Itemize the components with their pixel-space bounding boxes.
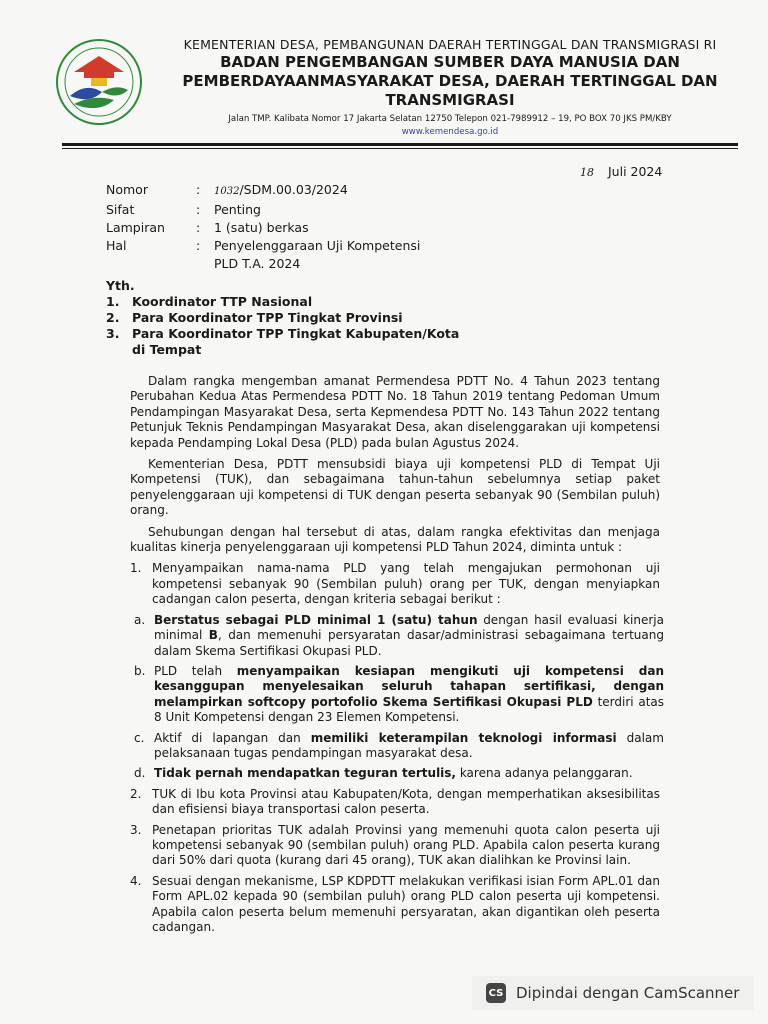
letter-meta [106,181,514,273]
text-run: dalam pelaksanaan tugas pendampingan masyarakat desa. [154,730,664,760]
meta-label: Hal [106,238,127,253]
agency-name-line-1: BADAN PENGEMBANGAN SUMBER DAYA MANUSIA DAN [220,53,680,71]
meta-value [214,237,514,273]
text-run: dengan hasil evaluasi kinerja minimal [154,612,664,643]
body-paragraph-2: Kementerian Desa, PDTT mensubsidi biaya uji kompetensi PLD di Tempat Uji Kompetensi (TUK), dan sebagaimana tahun-tahun sebelumnya setiap paket penyelenggaraan uji kompetensi di TUK dengan peserta sebanyak 90 (Sembilan puluh) orang. [130,457,660,518]
list-marker: 3. [130,822,142,837]
list-marker: 2. [130,786,142,801]
request-item-1 [130,561,660,607]
date-day-handwritten: 18 [580,166,594,179]
body-paragraph-1: Dalam rangka mengemban amanat Permendesa PDTT No. 4 Tahun 2023 tentang Perubahan Kedua Atas Permendesa PDTT No. 18 Tahun 2019 tentang Pedoman Umum Pendampingan Masyarakat Desa, serta Kepmendesa PDTT No. 143 Tahun 2022 tentang Petunjuk Teknis Pendampingan Masyarakat Desa, akan diselenggarakan uji kompetensi kepada Pendamping Lokal Desa (PLD) pada bulan Agustus 2024. [130,374,660,450]
criteria-item-a [134,613,664,659]
meta-colon: : [196,182,201,197]
meta-row-sifat [106,201,514,219]
meta-label: Nomor [106,182,148,197]
agency-name-line-2: PEMBERDAYAANMASYARAKAT DESA, DAERAH TERTINGGAL DAN [182,72,718,90]
camscanner-watermark [472,976,754,1010]
meta-row-nomor [106,181,514,201]
request-item-3 [130,823,660,869]
meta-colon: : [196,220,201,235]
letterhead-address: Jalan TMP. Kalibata Nomor 17 Jakarta Selatan 12750 Telepon 021-7989912 – 19, PO BOX 70 JKS PM/KBY [228,114,672,124]
addressee-text: Para Koordinator TPP Tingkat Provinsi [132,310,403,325]
nomor-handwritten: 1032 [214,186,240,197]
emphasis: B [208,628,218,643]
list-text: Menyampaikan nama-nama PLD yang telah mengajukan permohonan uji kompetensi sebanyak 90 (Sembilan puluh) orang per TUK, dengan menyiapkan cadangan calon peserta, dengan kriteria sebagai berikut : [152,561,660,607]
meta-label: Sifat [106,202,135,217]
list-text [154,731,664,762]
agency-name-line-3: TRANSMIGRASI [385,91,515,109]
addressee-item [106,326,459,342]
text-run: terdiri atas 8 Unit Kompetensi dengan 23 Elemen Kompetensi. [154,694,664,725]
letter-date [580,164,662,179]
criteria-item-d [134,766,664,781]
letter-body [130,374,665,935]
addressee-salutation: Yth. [106,278,135,293]
meta-colon: : [196,238,201,253]
addressee-text: Koordinator TTP Nasional [132,294,313,309]
emphasis: memiliki keterampilan teknologi informasi [310,730,617,745]
letterhead-website: www.kemendesa.go.id [401,127,499,137]
letterhead-divider-thick [62,143,738,146]
meta-row-hal [106,237,514,273]
list-text: Penetapan prioritas TUK adalah Provinsi yang memenuhi quota calon peserta uji kompetensi sebanyak 90 (sembilan puluh) orang PLD. Apabila calon peserta kurang dari 50% dari quota (kurang dari 45 orang), TUK akan dialihkan ke Provinsi lain. [152,822,660,868]
list-marker: c. [134,730,145,745]
list-marker: 4. [130,873,142,888]
text-run: Aktif di lapangan dan [154,730,311,745]
addressee-place: di Tempat [132,342,202,357]
criteria-item-c [134,731,664,762]
list-marker: b. [134,663,146,678]
meta-label: Lampiran [106,220,165,235]
letterhead-divider-thin [62,148,738,149]
addressee-number: 2. [106,310,120,325]
addressee-item [106,294,459,310]
addressee-number: 3. [106,326,120,341]
meta-value [214,181,514,201]
emphasis: Tidak pernah mendapatkan teguran tertulis, [154,766,456,781]
list-text [154,664,664,726]
date-month-year: Juli 2024 [608,164,663,179]
text-run: karena adanya pelanggaran. [456,766,633,781]
list-marker: d. [134,766,146,781]
addressee-block [106,278,459,358]
meta-colon: : [196,202,201,217]
meta-row-lampiran [106,219,514,237]
kemendesa-logo-icon [44,34,154,130]
addressee-text: Para Koordinator TPP Tingkat Kabupaten/Kota [132,326,460,341]
emphasis: menyampaikan kesiapan mengikuti uji kompetensi dan kesanggupan menyelesaikan seluruh tahapan sertifikasi, dengan melampirkan softcopy portofolio Skema Sertifikasi Okupasi PLD [154,663,665,709]
addressee-item [106,310,459,326]
emphasis: Berstatus sebagai PLD minimal 1 (satu) tahun [154,612,478,627]
hal-line-2: PLD T.A. 2024 [214,256,301,271]
list-marker: 1. [130,561,142,576]
camscanner-label: Dipindai dengan CamScanner [516,984,740,1002]
ministry-name: KEMENTERIAN DESA, PEMBANGUNAN DAERAH TERTINGGAL DAN TRANSMIGRASI RI [183,37,717,52]
body-paragraph-3: Sehubungan dengan hal tersebut di atas, dalam rangka efektivitas dan menjaga kualitas kinerja penyelenggaraan uji kompetensi PLD Tahun 2024, diminta untuk : [130,524,660,555]
hal-line-1: Penyelenggaraan Uji Kompetensi [214,238,421,253]
request-item-2 [130,787,660,818]
list-marker: a. [134,612,146,627]
list-text: TUK di Ibu kota Provinsi atau Kabupaten/Kota, dengan memperhatikan aksesibilitas dan efisiensi biaya transportasi calon peserta. [152,786,660,817]
text-run: PLD telah [154,663,237,678]
request-item-4 [130,874,660,936]
list-text [154,766,664,781]
list-text [154,613,664,659]
addressee-number: 1. [106,294,120,309]
meta-value: 1 (satu) berkas [214,220,309,235]
nomor-code: /SDM.00.03/2024 [239,182,348,197]
list-text: Sesuai dengan mekanisme, LSP KDPDTT melakukan verifikasi isian Form APL.01 dan Form APL.02 kepada 90 (sembilan puluh) orang PLD calon peserta uji kompetensi. Apabila calon peserta belum memenuhi persyaratan, akan digantikan oleh peserta cadangan. [152,873,660,934]
criteria-item-b [134,664,664,726]
camscanner-icon: CS [486,983,506,1003]
meta-value: Penting [214,202,261,217]
text-run: , dan memenuhi persyaratan dasar/administrasi sebagaimana tertuang dalam Skema Sertifikasi Okupasi PLD. [154,628,664,658]
letterhead [150,37,750,138]
